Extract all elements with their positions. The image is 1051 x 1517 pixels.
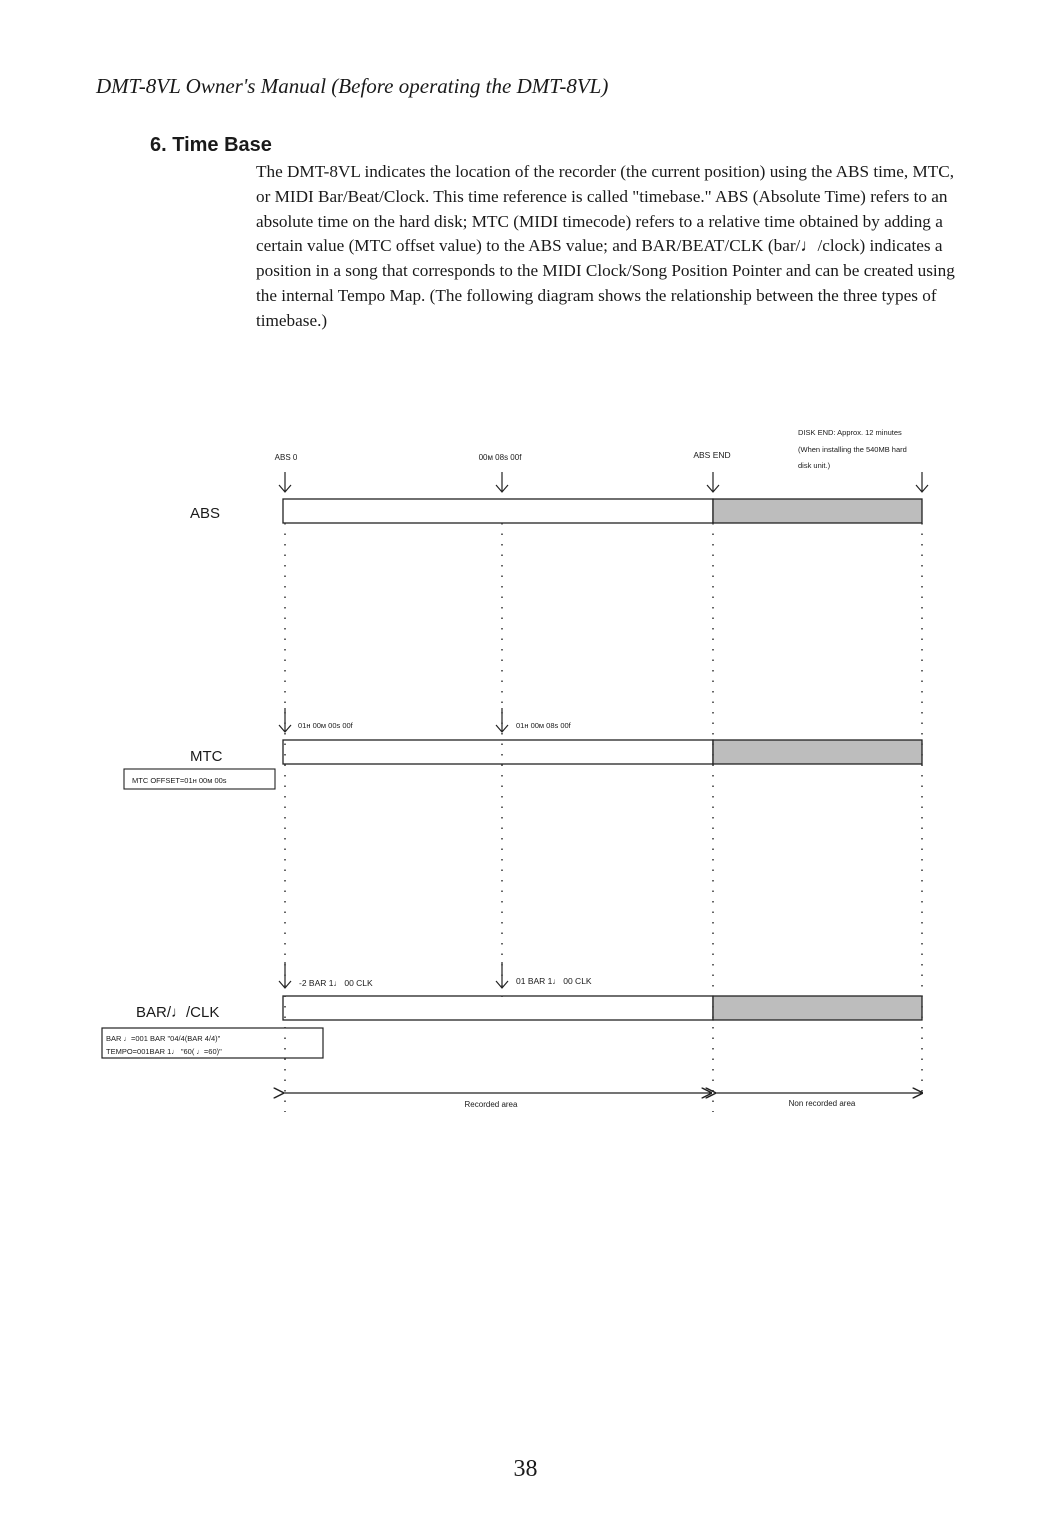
top-arrows: [279, 472, 928, 492]
section-title: 6. Time Base: [150, 134, 272, 156]
mid-time-label: 00м 08s 00f: [478, 453, 522, 462]
bar-left-mark: -2 BAR 1♩ 00 CLK: [299, 978, 373, 988]
bar-bar-recorded: [283, 996, 713, 1020]
mtc-mid-mark: 01н 00м 08s 00f: [516, 721, 571, 730]
abs-end-label: ABS END: [693, 450, 731, 460]
non-recorded-area-label: Non recorded area: [788, 1099, 856, 1108]
mtc-bar-shaded: [713, 740, 922, 764]
disk-end-label-2: (When installing the 540MB hard: [798, 445, 907, 454]
bar-mid-mark: 01 BAR 1♩ 00 CLK: [516, 976, 592, 986]
tempo-box-line2: TEMPO=001BAR 1♩ "60( ♩=60)": [106, 1047, 222, 1056]
abs-bar-recorded: [283, 499, 713, 523]
bar-bar-shaded: [713, 996, 922, 1020]
disk-end-label-3: disk unit.): [798, 461, 831, 470]
abs-zero-label: ABS 0: [274, 453, 298, 462]
row-label-bar: BAR/♩/CLK: [136, 1004, 220, 1021]
page-number: 38: [513, 1456, 538, 1482]
abs-bar-shaded: [713, 499, 922, 523]
tempo-box-line1: BAR ♩=001 BAR "04/4(BAR 4/4)": [106, 1034, 221, 1043]
mtc-bar-recorded: [283, 740, 713, 764]
row-label-mtc: MTC: [190, 748, 223, 765]
recorded-area-label: Recorded area: [464, 1100, 518, 1109]
dotted-guides: [285, 523, 922, 1112]
row-label-abs: ABS: [190, 505, 221, 522]
page-header: DMT-8VL Owner's Manual (Before operating the DMT-8VL): [96, 74, 609, 98]
mtc-left-mark: 01н 00м 00s 00f: [298, 721, 353, 730]
mtc-offset-text: MTC OFFSET=01н 00м 00s: [132, 776, 227, 785]
intro-paragraph: The DMT-8VL indicates the location of the recorder (the current position) using the ABS time, MTC, or MIDI Bar/Beat/Clock. This time reference is called "timebase." ABS (Absolute Time) refers to an absolute time on the hard disk; MTC (MIDI timecode) refers to a relative time obtained by adding a certain value (MTC offset value) to the ABS value; and BAR/BEAT/CLK (bar/♩/clock) indicates a position in a song that corresponds to the MIDI Clock/Song Position Pointer and can be created using the internal Tempo Map. (The following diagram shows the relationship between the three types of timebase.): [256, 162, 955, 330]
disk-end-label-1: DISK END: Approx. 12 minutes: [798, 428, 902, 437]
